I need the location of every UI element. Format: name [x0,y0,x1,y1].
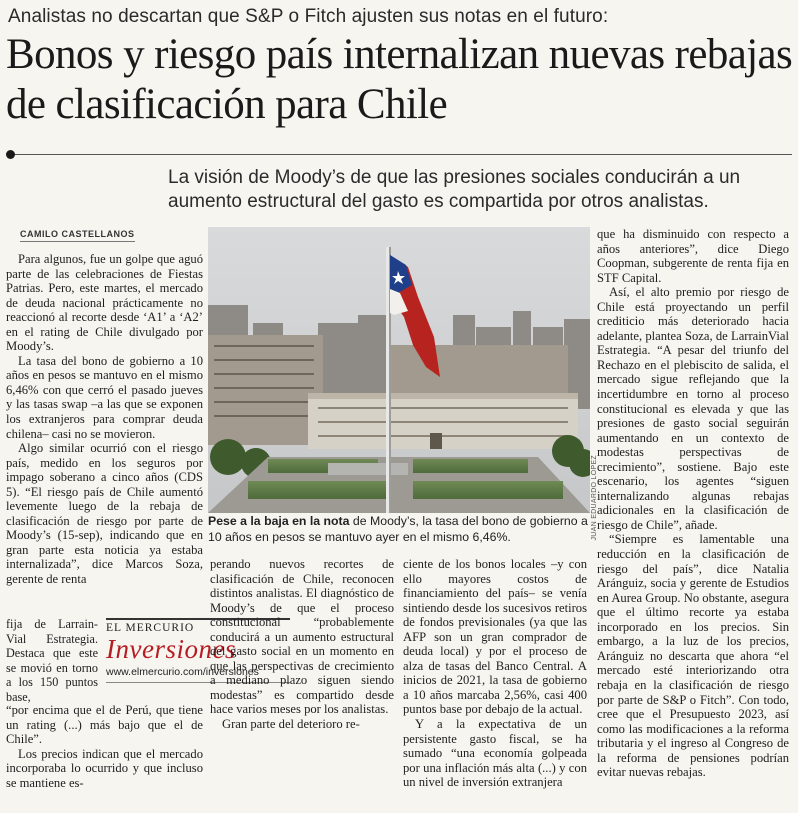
body-column-4 [597,227,789,780]
divider-bullet-icon [6,150,15,159]
article-deck: La visión de Moody’s de que las presiones sociales conducirán a un aumento estructural del gasto es compartida por otros analistas. [168,167,741,212]
paragraph: que ha disminuido con respecto a años anteriores”, dice Diego Coopman, subgerente de renta fija en STF Capital. [597,227,789,285]
headline-divider [8,154,792,155]
paragraph: Así, el alto premio por riesgo de Chile está proyectando un perfil crediticio más deteriorado hacia adelante, plantea Soza, de LarrainVial Estrategia. “A pesar del triunfo del Rechazo en el plebiscito de salida, el mercado sigue reflejando que la incertidumbre en torno al proceso constitucional es elevada y que las presiones de gasto social seguirán aumentando en un contexto de modestas perspectivas de crecimiento”, sostiene. Bajo este escenario, los agentes “siguen internalizando algunas rebajas adicionales en la clasificación de riesgo de Chile”, añade. [597,285,789,532]
body-column-1-narrow [6,617,98,704]
paragraph: Los precios indican que el mercado incorporaba lo ocurrido y que incluso se mantiene es- [6,746,203,790]
photo-credit: JUAN EDUARDO LÓPEZ [591,455,598,541]
paragraph: Y a la expectativa de un persistente gasto fiscal, se ha sumado “una economía golpeada por una inflación más alta (...) y con un nivel de inversión extranjera [403,717,587,790]
body-column-1-bottom [6,703,203,790]
byline: CAMILO CASTELLANOS [20,229,135,242]
paragraph: fija de Larrain-Vial Estrategia. Destaca que este se movió en torno a los 150 puntos base, [6,617,98,704]
article-headline: Bonos y riesgo país internalizan nuevas rebajas de clasificación para Chile [6,31,793,128]
paragraph: ciente de los bonos locales –y con ello mayores costos de financiamiento del país– se venía sintiendo desde los sucesivos retiros de fondos previsionales (ya que las AFP son un gran comprador de deuda local) y por el proceso de alza de tasas del Banco Central. A inicios de 2021, la tasa de gobierno a 10 años marcaba 2,56%, casi 400 puntos base por debajo de la actual. [403,557,587,717]
promo-section-title: Inversiones [106,634,236,664]
paragraph: Algo similar ocurrió con el riesgo país, medido en los seguros por impago soberano a cinco años (CDS 5). “El riesgo país de Chile aumentó levemente luego de la rebaja de clasificación de riesgo por parte de Moody’s (15-sep), indicando que en gran parte esta noticia ya estaba internalizada”, dice Marcos Soza, gerente de renta [6,441,203,587]
promo-brand: EL MERCURIO [106,618,290,634]
paragraph: Para algunos, fue un golpe que aguó parte de las celebraciones de Fiestas Patrias. Pero, este martes, el mercado de deuda nacional prácticamente no reaccionó al recorte desde ‘A1’ a ‘A2’ en el rating de Chile divulgado por Moody’s. [6,252,203,354]
caption-lead: Pese a la baja en la nota [208,514,350,528]
caption-text: de Moody’s, la tasa del bono de gobierno a 10 años en pesos se mantuvo ayer en el mismo 6,46%. [208,514,588,544]
article-photo [208,227,590,513]
body-column-1 [6,252,203,587]
paragraph: perando nuevos recortes de clasificación de Chile, reconocen distintos analistas. El diagnóstico de Moody’s de que el proceso constitucional “probablemente conducirá a un aumento estructural del gasto social en un momento en que las perspectivas de crecimiento a mediano plazo siguen siendo modestas” es compartido desde hace varios meses por los analistas. [210,557,394,717]
body-column-3 [403,557,587,790]
body-column-2 [210,557,394,732]
paragraph: “Siempre es lamentable una reducción en la clasificación de riesgo del país”, dice Natalia Aránguiz, socia y gerente de Estudios en Aurea Group. No obstante, asegura que el último recorte ya estaba incorporado en los precios. Sin embargo, a la luz de los precios, Aránguiz no descarta que ahora “el mercado esté interiorizando otra rebaja en la clasificación de riesgo por parte de S&P o Fitch”. Con todo, cree que el Presupuesto 2023, así como las modificaciones a la reforma tributaria y el ingreso al Congreso de la reforma de pensiones podrían evitar nuevas rebajas. [597,532,789,780]
la-moneda-photo-icon [208,227,590,513]
photo-caption [208,514,593,545]
promo-url-link[interactable]: www.elmercurio.com/inversiones [106,666,259,678]
paragraph: “por encima que el de Perú, que tiene un rating (...) más bajo que el de Chile”. [6,703,203,747]
paragraph: La tasa del bono de gobierno a 10 años en pesos se mantuvo en el mismo 6,46% con que cerró el pasado jueves y las tasas swap –a las que se exponen los extranjeros para comprar deuda chilena– casi no se movieron. [6,353,203,441]
paragraph: Gran parte del deterioro re- [222,717,360,732]
article-kicker: Analistas no descartan que S&P o Fitch ajusten sus notas en el futuro: [8,6,609,27]
